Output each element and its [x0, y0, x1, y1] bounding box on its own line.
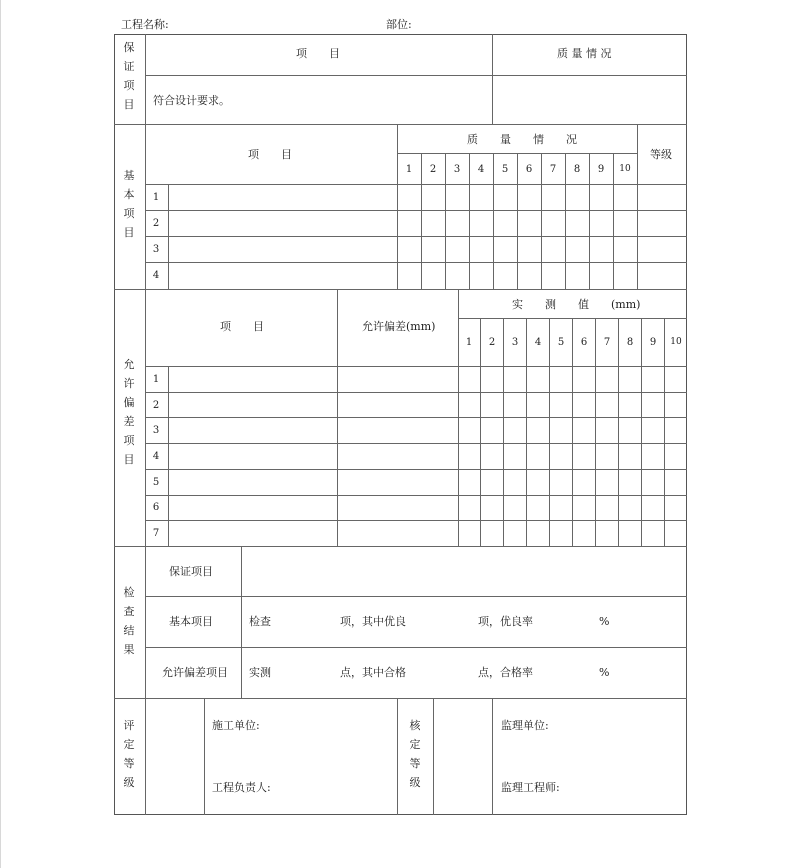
basic-section-label: 基本项目 — [123, 169, 135, 239]
basic-row-3: 3 — [152, 244, 160, 255]
check-deviation-qualified: 点，其中合格 — [340, 666, 406, 679]
check-basic-percent: % — [599, 615, 610, 628]
page-edge — [0, 0, 1, 868]
basic-col-2: 2 — [429, 164, 437, 175]
deviation-allowed-header: 允许偏差(mm) — [362, 320, 436, 333]
guarantee-quality-header: 质 量 情 况 — [557, 47, 612, 60]
deviation-item-header: 项 目 — [220, 320, 264, 333]
construction-unit-label: 施工单位: — [212, 719, 260, 732]
check-guarantee-label: 保证项目 — [169, 565, 213, 578]
basic-col-4: 4 — [477, 164, 485, 175]
check-deviation-measured: 实测 — [249, 666, 271, 679]
check-basic-label: 基本项目 — [169, 615, 213, 628]
deviation-col-5: 5 — [557, 337, 565, 348]
basic-col-5: 5 — [501, 164, 509, 175]
check-deviation-rate: 点，合格率 — [478, 666, 533, 679]
deviation-section-label: 允许偏差项目 — [123, 358, 135, 466]
deviation-col-7: 7 — [603, 337, 611, 348]
basic-col-9: 9 — [597, 164, 605, 175]
deviation-col-2: 2 — [488, 337, 496, 348]
deviation-row-2: 2 — [152, 400, 160, 411]
guarantee-requirement-text: 符合设计要求。 — [153, 94, 230, 107]
deviation-row-3: 3 — [152, 425, 160, 436]
deviation-col-10: 10 — [670, 337, 682, 347]
basic-grade-header: 等级 — [650, 148, 672, 161]
supervision-engineer-label: 监理工程师: — [501, 781, 560, 794]
guarantee-item-header: 项 目 — [296, 47, 340, 60]
deviation-col-3: 3 — [511, 337, 519, 348]
basic-col-7: 7 — [549, 164, 557, 175]
basic-col-8: 8 — [573, 164, 581, 175]
evaluation-section-label: 评定等级 — [123, 719, 135, 789]
basic-row-2: 2 — [152, 218, 160, 229]
guarantee-section-label: 保证项目 — [123, 41, 135, 111]
deviation-col-6: 6 — [580, 337, 588, 348]
deviation-row-4: 4 — [152, 451, 160, 462]
verify-grade-label: 核定等级 — [409, 719, 421, 789]
check-section-label: 检查结果 — [123, 586, 135, 656]
basic-col-6: 6 — [525, 164, 533, 175]
deviation-col-8: 8 — [626, 337, 634, 348]
basic-quality-header: 质 量 情 况 — [467, 133, 577, 146]
basic-row-1: 1 — [152, 192, 160, 203]
check-deviation-percent: % — [599, 666, 610, 679]
location-label: 部位: — [386, 18, 412, 31]
deviation-col-1: 1 — [465, 337, 473, 348]
deviation-row-5: 5 — [152, 477, 160, 488]
deviation-col-4: 4 — [534, 337, 542, 348]
deviation-row-6: 6 — [152, 502, 160, 513]
check-basic-excellent: 项，其中优良 — [340, 615, 406, 628]
project-manager-label: 工程负责人: — [212, 781, 271, 794]
deviation-col-9: 9 — [649, 337, 657, 348]
project-name-label: 工程名称: — [121, 18, 169, 31]
basic-col-10: 10 — [619, 164, 631, 174]
check-basic-check: 检查 — [249, 615, 271, 628]
basic-row-4: 4 — [152, 270, 160, 281]
check-basic-rate: 项，优良率 — [478, 615, 533, 628]
deviation-row-7: 7 — [152, 528, 160, 539]
basic-item-header: 项 目 — [248, 148, 292, 161]
check-deviation-label: 允许偏差项目 — [162, 666, 228, 679]
basic-col-3: 3 — [453, 164, 461, 175]
basic-col-1: 1 — [405, 164, 413, 175]
deviation-row-1: 1 — [152, 374, 160, 385]
supervision-unit-label: 监理单位: — [501, 719, 549, 732]
deviation-measured-header: 实 测 值 (mm) — [512, 298, 641, 311]
